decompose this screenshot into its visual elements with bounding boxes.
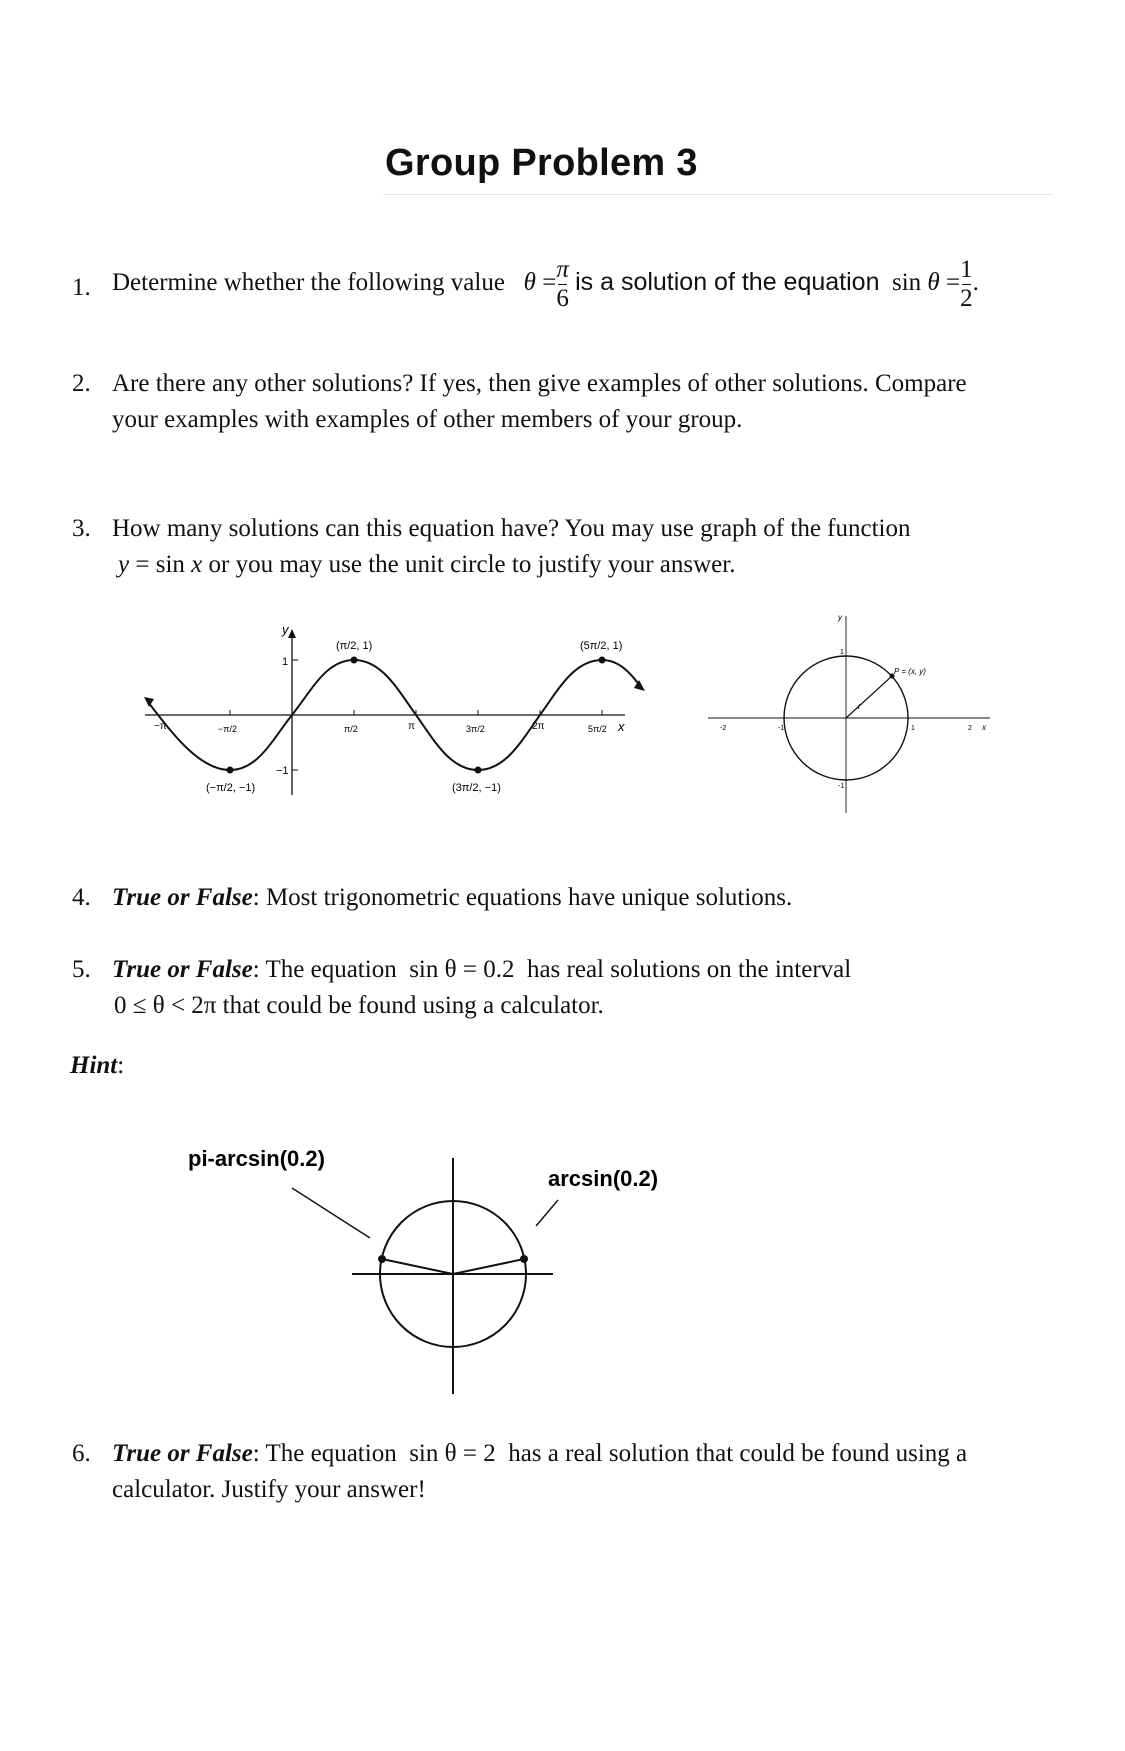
point-min-1 xyxy=(227,767,234,774)
question-5-line-2 xyxy=(114,988,604,1024)
pi-minus-arcsin-label: pi-arcsin(0.2) xyxy=(188,1146,325,1171)
question-number: 3. xyxy=(72,515,91,542)
question-number: 1. xyxy=(72,274,91,301)
question-number: 4. xyxy=(72,884,91,911)
x-axis-label: x xyxy=(982,723,986,732)
question-6 xyxy=(72,1436,1112,1516)
question-1 xyxy=(72,248,1112,328)
x-tick-label: π/2 xyxy=(344,724,358,734)
point-left xyxy=(378,1255,386,1263)
radius-to-point xyxy=(846,676,892,718)
point-max-2-label: (5π/2, 1) xyxy=(580,640,623,652)
y-tick-label-neg1: −1 xyxy=(276,765,289,777)
q6-text-a: : The equation xyxy=(252,1440,397,1467)
question-number: 2. xyxy=(72,370,91,397)
hint-colon: : xyxy=(117,1052,125,1079)
x-tick-label: −π xyxy=(154,721,167,732)
y-axis-arrow xyxy=(288,629,296,638)
sin-function: sin xyxy=(891,269,922,297)
y-axis-label: y xyxy=(838,613,842,622)
question-5 xyxy=(72,952,1112,1032)
arcsin-diagram xyxy=(180,1140,700,1400)
x-axis-label: x xyxy=(618,719,625,734)
point-right xyxy=(520,1255,528,1263)
q5-text-b: has real solutions on the interval xyxy=(526,956,852,983)
tick-label: 1 xyxy=(840,649,844,656)
question-number: 6. xyxy=(72,1440,91,1467)
point-max-2 xyxy=(599,657,606,664)
theta-symbol: θ xyxy=(927,269,940,297)
tick-label: -1 xyxy=(778,725,785,732)
fraction-numerator: 1 xyxy=(960,256,973,283)
radius-right xyxy=(453,1259,524,1274)
q6-equation: sin θ = 2 xyxy=(409,1440,496,1467)
question-6-line-1 xyxy=(112,1436,967,1472)
question-number: 5. xyxy=(72,956,91,983)
left-pointer-line xyxy=(292,1188,370,1238)
x-tick-label: 3π/2 xyxy=(466,724,485,734)
question-2-line-1: Are there any other solutions? If yes, then give examples of other solutions. Compare xyxy=(112,370,967,397)
curve-left-arrow xyxy=(144,697,154,707)
one-half-fraction xyxy=(960,256,973,313)
pi-over-6-fraction xyxy=(556,256,569,313)
sine-graph xyxy=(140,620,650,810)
q6-text-b: has a real solution that could be found using a xyxy=(508,1440,968,1467)
point-p-label: P = (x, y) xyxy=(894,667,926,676)
question-4-body: : Most trigonometric equations have unique solutions. xyxy=(252,884,793,911)
x-tick-label: −π/2 xyxy=(218,724,237,734)
var-y: y xyxy=(118,551,130,578)
x-tick-label: π xyxy=(408,721,415,732)
fraction-denominator: 2 xyxy=(960,285,973,312)
fraction-numerator: π xyxy=(556,256,569,283)
point-max-1 xyxy=(351,657,358,664)
tick-label: 2 xyxy=(968,725,972,732)
unit-circle-diagram xyxy=(700,608,1000,818)
tick-label: 1 xyxy=(911,725,915,732)
title-divider xyxy=(383,194,1053,195)
q5-text-a: : The equation xyxy=(252,956,397,983)
q5-interval: 0 ≤ θ < 2π xyxy=(114,992,217,1019)
question-3-line-1: How many solutions can this equation have? You may use graph of the function xyxy=(112,515,911,542)
q3-line-2-rest: or you may use the unit circle to justify your answer. xyxy=(202,551,736,578)
question-1-text xyxy=(112,256,979,313)
point-min-1-label: (−π/2, −1) xyxy=(206,782,256,794)
right-pointer-line xyxy=(536,1200,558,1226)
question-3 xyxy=(72,511,1112,591)
y-tick-label-1: 1 xyxy=(282,656,289,668)
page-title: Group Problem 3 xyxy=(385,142,698,184)
q1-text-b: is a solution of the equation xyxy=(575,268,880,297)
tick-label: -2 xyxy=(720,725,727,732)
equals-sign: = xyxy=(542,269,557,297)
radius-left xyxy=(382,1259,453,1274)
x-tick-label: 5π/2 xyxy=(588,724,607,734)
point-max-1-label: (π/2, 1) xyxy=(336,640,373,652)
question-5-line-1 xyxy=(112,952,851,988)
hint xyxy=(70,1048,124,1084)
question-6-line-2: calculator. Justify your answer! xyxy=(112,1476,426,1503)
equals-sign: = xyxy=(945,269,961,297)
x-tick-label: 2π xyxy=(532,721,545,732)
arcsin-label: arcsin(0.2) xyxy=(548,1166,659,1191)
var-x: x xyxy=(191,551,203,578)
question-4 xyxy=(72,880,1112,920)
question-3-line-2 xyxy=(118,547,735,583)
q1-text-a: Determine whether the following value xyxy=(112,269,505,297)
point-min-2-label: (3π/2, −1) xyxy=(452,782,501,794)
true-or-false-label: True or False xyxy=(112,884,253,911)
q5-equation: sin θ = 0.2 xyxy=(409,956,515,983)
y-axis-label: y xyxy=(282,622,289,637)
fraction-denominator: 6 xyxy=(556,285,569,312)
question-2-line-2: your examples with examples of other members of your group. xyxy=(112,406,743,433)
question-4-text xyxy=(112,880,792,916)
period: . xyxy=(972,269,979,297)
angle-label: t xyxy=(858,704,860,711)
true-or-false-label: True or False xyxy=(112,1440,253,1467)
theta-symbol: θ xyxy=(523,269,536,297)
q5-line-2-rest: that could be found using a calculator. xyxy=(216,992,604,1019)
true-or-false-label: True or False xyxy=(112,956,253,983)
hint-label: Hint xyxy=(70,1052,118,1079)
tick-label: -1 xyxy=(838,783,845,790)
question-2 xyxy=(72,366,1112,446)
point-min-2 xyxy=(475,767,482,774)
sin-eq: = sin xyxy=(129,551,192,578)
